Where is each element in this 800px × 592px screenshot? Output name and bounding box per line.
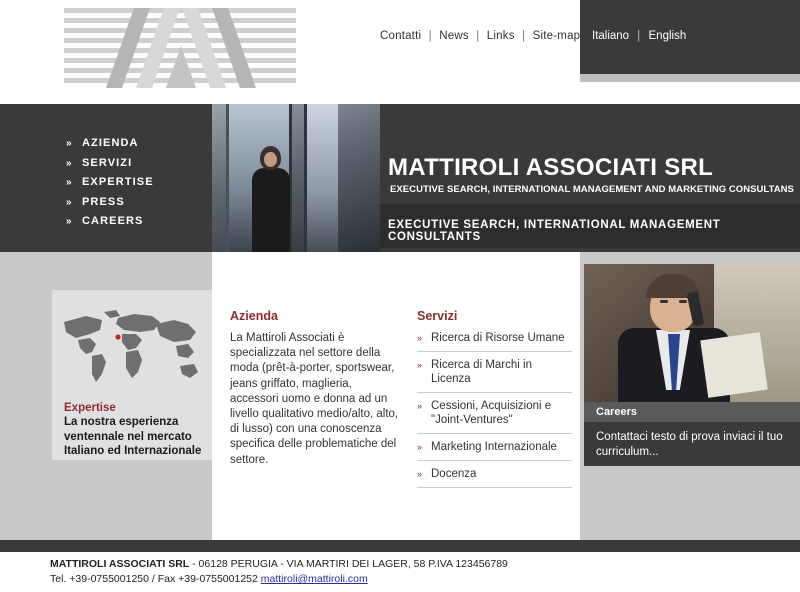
chevron-right-icon: » [417,401,423,411]
footer-company: MATTIROLI ASSOCIATI SRL [50,558,190,570]
lang-link-italiano[interactable]: Italiano [592,30,630,42]
main-content [212,252,580,540]
footer-phone: Tel. +39-0755001250 / Fax +39-0755001252 [50,573,258,585]
site-footer [0,552,800,592]
hero-photo-window-secondary [304,104,338,252]
chevron-right-icon: » [66,177,73,188]
footer-address-line [50,558,508,570]
hero-photo [212,104,380,252]
azienda-title: Azienda [230,309,278,323]
lang-link-english[interactable]: English [648,30,687,42]
hero-section [0,104,800,252]
servizi-title: Servizi [417,309,458,323]
careers-photo-eye-left [660,300,668,303]
chevron-right-icon: » [417,333,423,343]
hero-strip [380,204,800,248]
chevron-right-icon: » [66,196,73,208]
footer-dark-rule [0,540,800,552]
hero-strip-text: EXECUTIVE SEARCH, INTERNATIONAL MANAGEMENT CONSULTANTS [388,219,721,243]
list-item-label: Docenza [431,468,477,480]
careers-band [584,402,800,422]
list-item[interactable] [417,358,572,393]
expertise-column [0,252,212,540]
nav-separator: | [428,30,432,42]
list-item[interactable] [417,399,572,434]
sidebar-item-label: PRESS [82,195,125,208]
list-item[interactable] [417,331,572,352]
careers-text: Contattaci testo di prova inviaci il tuo curriculum... [584,422,800,466]
footer-email-link[interactable]: mattiroli@mattiroli.com [260,573,368,585]
nav-separator: | [476,30,480,42]
list-item[interactable] [417,440,572,461]
site-logo[interactable] [64,8,296,88]
servizi-section [417,309,572,494]
azienda-text: La Mattiroli Associati è specializzata nel settore della moda (prêt-à-porter, sportswear, jeans griffato, maglieria, accessori uomo e donna ad un livello qualitativo medio/alto, alto, di lusso) con una conoscenza specifica delle problematiche del settore. [230,332,399,466]
site-header [0,0,800,104]
sidebar-panel [0,104,212,252]
footer-contact-line [50,573,368,585]
expertise-text: La nostra esperienza ventennale nel mercato Italiano ed Internazionale [64,416,202,457]
top-navigation[interactable] [380,30,580,42]
hero-title-panel [380,104,800,252]
lang-separator: | [637,30,641,42]
servizi-list [417,331,572,488]
careers-column [580,252,800,540]
nav-link-links[interactable]: Links [486,30,515,42]
sidebar-item-label: AZIENDA [82,137,139,149]
sidebar-item-servizi[interactable] [0,154,212,174]
list-item-label: Cessioni, Acquisizioni e "Joint-Ventures" [431,400,552,426]
azienda-section [230,309,400,468]
sidebar-item-expertise[interactable] [0,173,212,193]
sidebar-item-careers[interactable] [0,212,212,232]
company-tagline: EXECUTIVE SEARCH, INTERNATIONAL MANAGEMENT AND MARKETING CONSULTANS [390,184,794,195]
nav-link-contatti[interactable]: Contatti [380,30,422,42]
map-marker-icon [115,334,120,339]
careers-title: Careers [596,406,637,418]
header-grey-band [580,74,800,82]
list-item-label: Ricerca di Marchi in Licenza [431,359,532,385]
nav-separator: | [522,30,526,42]
sidebar-item-label: SERVIZI [82,156,133,169]
footer-address: - 06128 PERUGIA - VIA MARTIRI DEI LAGER, 58 P.IVA 123456789 [192,558,508,570]
sidebar-item-label: CAREERS [82,215,144,227]
sidebar-item-label: EXPERTISE [82,176,154,188]
sidebar-menu [0,134,212,232]
sidebar-item-press[interactable] [0,193,212,213]
list-item-label: Marketing Internazionale [431,441,557,453]
chevron-right-icon: » [66,157,73,169]
logo-m-icon [106,8,256,88]
careers-photo-eye-right [679,300,687,303]
chevron-right-icon: » [417,442,423,452]
expertise-title: Expertise [64,402,116,414]
nav-link-news[interactable]: News [439,30,469,42]
expertise-block [64,402,214,459]
sidebar-item-azienda[interactable] [0,134,212,154]
world-map-icon [56,304,208,396]
nav-link-site-map[interactable]: Site-map [532,30,581,42]
chevron-right-icon: » [417,360,423,370]
list-item[interactable] [417,467,572,488]
hero-photo-person-body [252,168,290,252]
language-switcher[interactable] [592,30,686,42]
careers-photo-document [700,332,767,398]
list-item-label: Ricerca di Risorse Umane [431,332,565,344]
company-title: MATTIROLI ASSOCIATI SRL [388,154,714,181]
chevron-right-icon: » [417,469,423,479]
hero-photo-person-face [264,152,277,167]
careers-photo [584,264,800,414]
chevron-right-icon: » [66,216,73,227]
chevron-right-icon: » [66,138,73,149]
